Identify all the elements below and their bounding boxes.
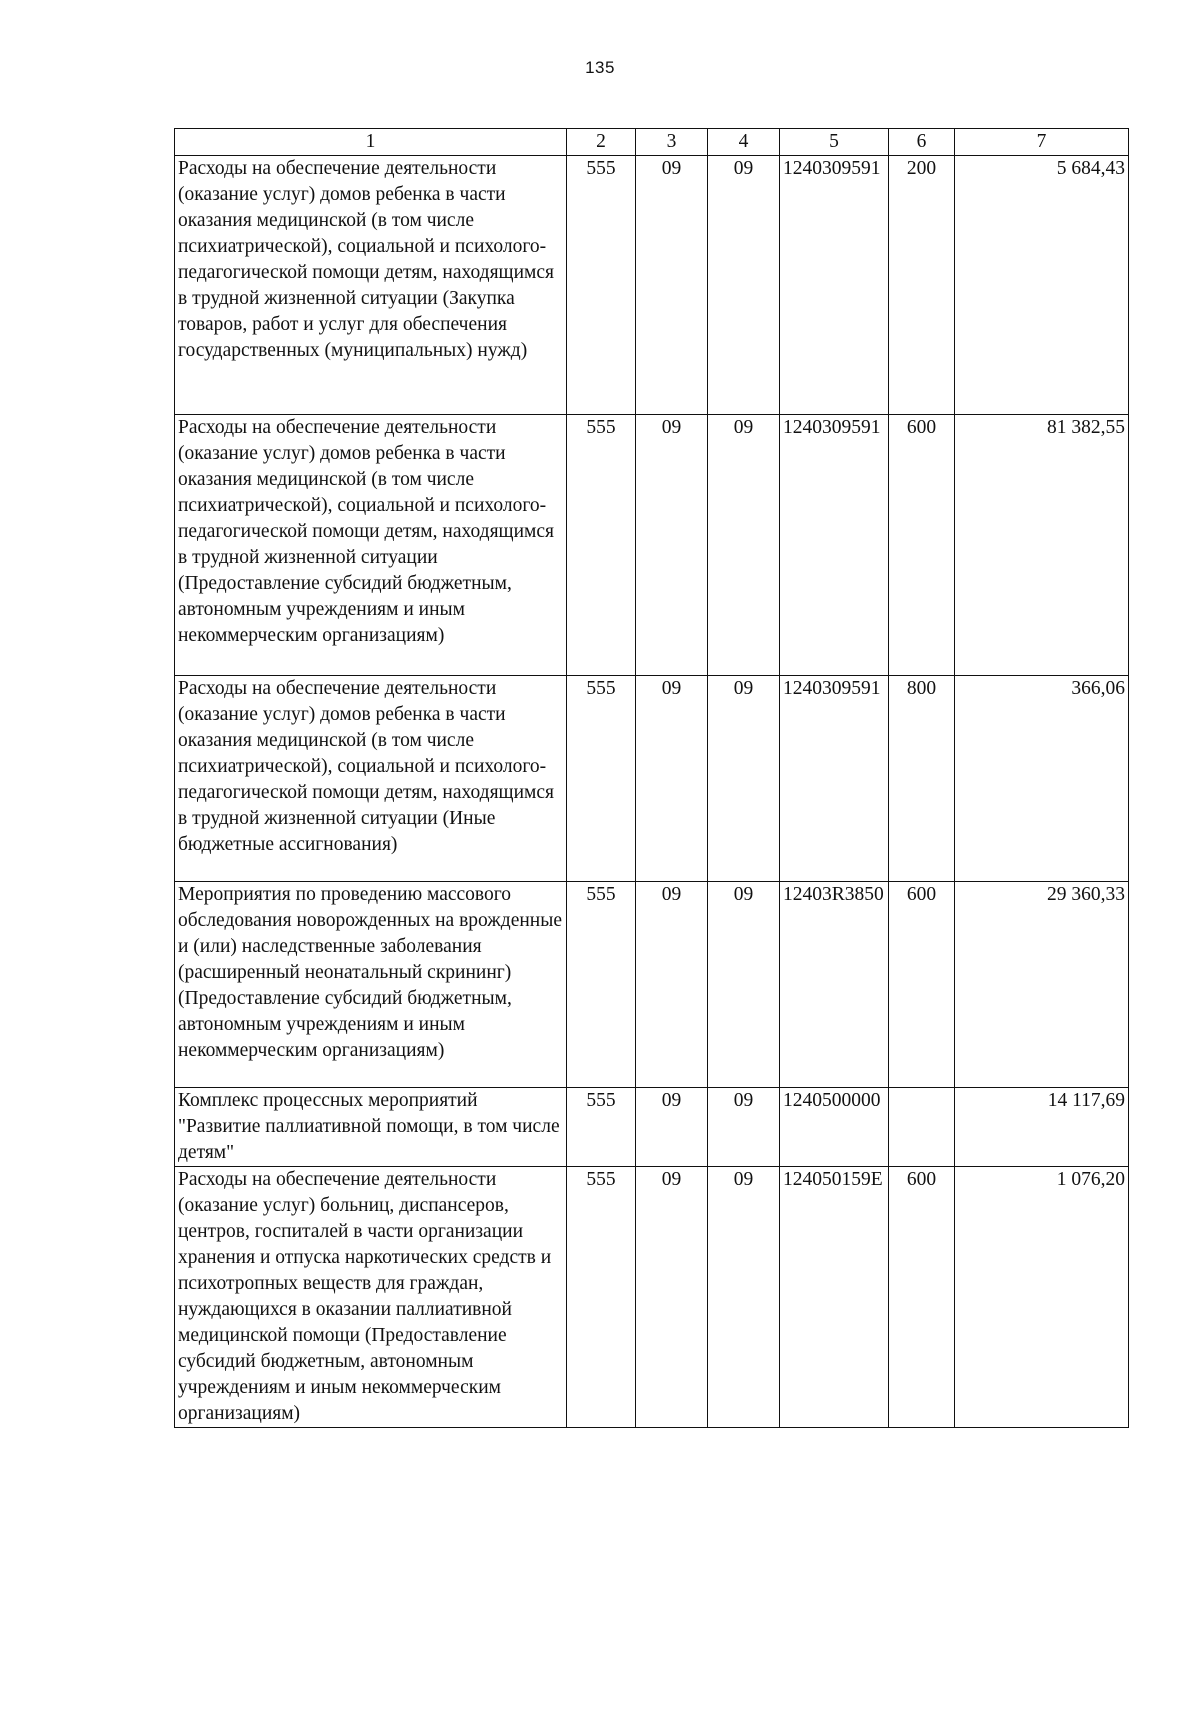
target-article-cell: 1240309591: [780, 415, 889, 676]
page-number: 135: [585, 58, 615, 77]
expense-type-cell: 600: [889, 415, 955, 676]
ministry-code-cell: 555: [567, 676, 636, 882]
subsection-code-cell: 09: [708, 415, 780, 676]
table-row: [175, 1088, 1129, 1167]
table-row: [175, 1167, 1129, 1428]
expense-name-cell: Расходы на обеспечение деятельности (оказание услуг) домов ребенка в части оказания медицинской (в том числе психиатрической), социальной и психолого-педагогической помощи детям, находящимся в трудной жизненной ситуации (Закупка товаров, работ и услуг для обеспечения государственных (муниципальных) нужд): [175, 156, 567, 415]
amount-cell: 1 076,20: [955, 1167, 1129, 1428]
column-header: 2: [567, 129, 636, 156]
table-header-row: [175, 129, 1129, 156]
table-row: [175, 156, 1129, 415]
ministry-code-cell: 555: [567, 156, 636, 415]
target-article-cell: 1240500000: [780, 1088, 889, 1167]
column-header: 4: [708, 129, 780, 156]
section-code-cell: 09: [636, 415, 708, 676]
amount-cell: 29 360,33: [955, 882, 1129, 1088]
target-article-cell: 12403R3850: [780, 882, 889, 1088]
subsection-code-cell: 09: [708, 882, 780, 1088]
section-code-cell: 09: [636, 882, 708, 1088]
subsection-code-cell: 09: [708, 676, 780, 882]
ministry-code-cell: 555: [567, 1167, 636, 1428]
expense-type-cell: 200: [889, 156, 955, 415]
amount-cell: 5 684,43: [955, 156, 1129, 415]
ministry-code-cell: 555: [567, 1088, 636, 1167]
expense-type-cell: 600: [889, 1167, 955, 1428]
column-header: 1: [175, 129, 567, 156]
subsection-code-cell: 09: [708, 1167, 780, 1428]
ministry-code-cell: 555: [567, 882, 636, 1088]
expense-name-cell: Расходы на обеспечение деятельности (оказание услуг) больниц, диспансеров, центров, госпиталей в части организации хранения и отпуска наркотических средств и психотропных веществ для граждан, нуждающихся в оказании паллиативной медицинской помощи (Предоставление субсидий бюджетным, автономным учреждениям и иным некоммерческим организациям): [175, 1167, 567, 1428]
expense-name-cell: Расходы на обеспечение деятельности (оказание услуг) домов ребенка в части оказания медицинской (в том числе психиатрической), социальной и психолого-педагогической помощи детям, находящимся в трудной жизненной ситуации (Иные бюджетные ассигнования): [175, 676, 567, 882]
expense-type-cell: 600: [889, 882, 955, 1088]
table-row: [175, 415, 1129, 676]
column-header: 5: [780, 129, 889, 156]
subsection-code-cell: 09: [708, 1088, 780, 1167]
expense-name-cell: Расходы на обеспечение деятельности (оказание услуг) домов ребенка в части оказания медицинской (в том числе психиатрической), социальной и психолого-педагогической помощи детям, находящимся в трудной жизненной ситуации (Предоставление субсидий бюджетным, автономным учреждениям и иным некоммерческим организациям): [175, 415, 567, 676]
section-code-cell: 09: [636, 156, 708, 415]
amount-cell: 81 382,55: [955, 415, 1129, 676]
section-code-cell: 09: [636, 1167, 708, 1428]
expense-type-cell: 800: [889, 676, 955, 882]
section-code-cell: 09: [636, 676, 708, 882]
expense-name-cell: Мероприятия по проведению массового обследования новорожденных на врожденные и (или) наследственные заболевания (расширенный неонатальный скрининг) (Предоставление субсидий бюджетным, автономным учреждениям и иным некоммерческим организациям): [175, 882, 567, 1088]
target-article-cell: 1240309591: [780, 676, 889, 882]
column-header: 3: [636, 129, 708, 156]
ministry-code-cell: 555: [567, 415, 636, 676]
column-header: 7: [955, 129, 1129, 156]
budget-table: [174, 128, 1129, 1428]
amount-cell: 366,06: [955, 676, 1129, 882]
target-article-cell: 124050159E: [780, 1167, 889, 1428]
expense-name-cell: Комплекс процессных мероприятий "Развитие паллиативной помощи, в том числе детям": [175, 1088, 567, 1167]
expense-type-cell: [889, 1088, 955, 1167]
target-article-cell: 1240309591: [780, 156, 889, 415]
table-row: [175, 882, 1129, 1088]
table-row: [175, 676, 1129, 882]
subsection-code-cell: 09: [708, 156, 780, 415]
amount-cell: 14 117,69: [955, 1088, 1129, 1167]
section-code-cell: 09: [636, 1088, 708, 1167]
column-header: 6: [889, 129, 955, 156]
